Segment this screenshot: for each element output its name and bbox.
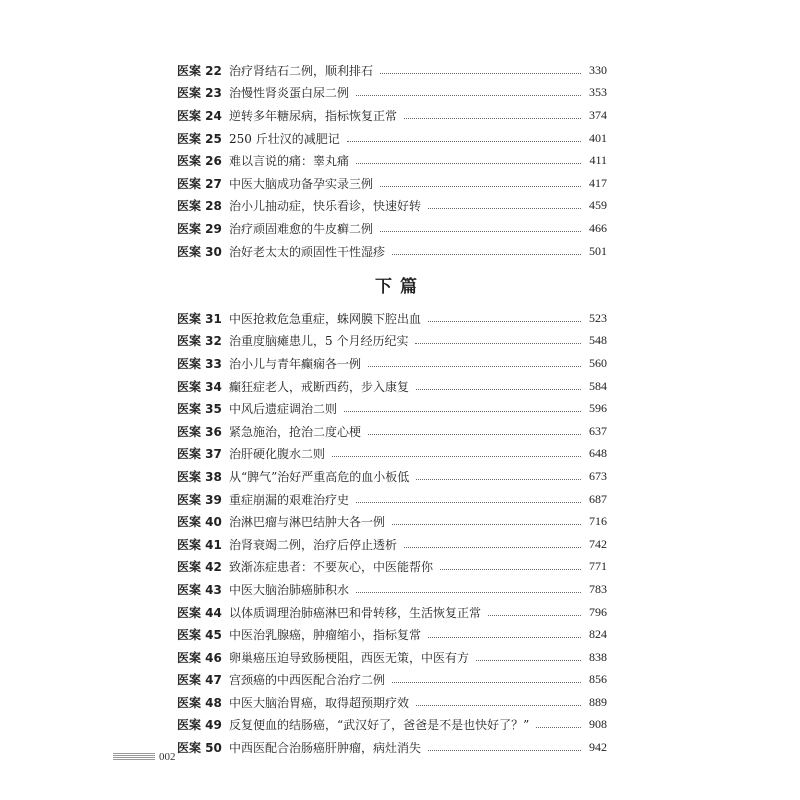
case-label: 医案 49 xyxy=(177,718,222,733)
entry-page: 908 xyxy=(589,717,607,732)
entry-title: 卵巢癌压迫导致肠梗阻，西医无策，中医有方 xyxy=(229,650,470,665)
dot-leader xyxy=(415,343,581,344)
entry-page: 353 xyxy=(589,85,607,100)
case-label: 医案 29 xyxy=(177,221,222,236)
page-footer xyxy=(113,751,176,763)
toc-entry[interactable] xyxy=(177,691,607,714)
dot-leader xyxy=(344,411,581,412)
entry-title: 治淋巴瘤与淋巴结肿大各一例 xyxy=(229,515,386,530)
entry-page: 889 xyxy=(589,694,607,709)
entry-title: 逆转多年糖尿病，指标恢复正常 xyxy=(229,108,398,123)
entry-page: 783 xyxy=(589,581,607,596)
toc-upper-list xyxy=(177,59,607,262)
entry-page: 942 xyxy=(589,740,607,755)
entry-title: 中西医配合治肠癌肝肿瘤，病灶消失 xyxy=(229,741,422,756)
toc-entry[interactable] xyxy=(177,465,607,488)
entry-page: 648 xyxy=(589,446,607,461)
case-label: 医案 41 xyxy=(177,537,222,552)
case-label: 医案 44 xyxy=(177,605,222,620)
toc-entry[interactable] xyxy=(177,217,607,240)
toc-entry[interactable] xyxy=(177,307,607,330)
entry-page: 584 xyxy=(589,378,607,393)
case-label: 医案 26 xyxy=(177,154,222,169)
dot-leader xyxy=(476,660,581,661)
case-label: 医案 35 xyxy=(177,402,222,417)
dot-leader xyxy=(416,389,581,390)
case-label: 医案 47 xyxy=(177,673,222,688)
case-label: 医案 36 xyxy=(177,424,222,439)
toc-entry[interactable] xyxy=(177,533,607,556)
entry-page: 459 xyxy=(589,198,607,213)
entry-title: 250 斤壮汉的减肥记 xyxy=(229,131,340,146)
entry-page: 856 xyxy=(589,672,607,687)
dot-leader xyxy=(380,186,581,187)
entry-page: 637 xyxy=(589,423,607,438)
case-label: 医案 42 xyxy=(177,560,222,575)
entry-page: 796 xyxy=(589,604,607,619)
dot-leader xyxy=(416,705,581,706)
dot-leader xyxy=(392,524,581,525)
entry-page: 374 xyxy=(589,107,607,122)
dot-leader xyxy=(404,547,581,548)
dot-leader xyxy=(392,254,581,255)
dot-leader xyxy=(356,163,581,164)
case-label: 医案 25 xyxy=(177,131,222,146)
entry-title: 治小儿抽动症，快乐看诊，快速好转 xyxy=(229,199,422,214)
dot-leader xyxy=(416,479,581,480)
entry-page: 466 xyxy=(589,220,607,235)
entry-title: 从“脾气”治好严重高危的血小板低 xyxy=(229,469,410,484)
toc-lower-list xyxy=(177,307,607,759)
case-label: 医案 48 xyxy=(177,695,222,710)
entry-title: 治疗顽固难愈的牛皮癣二例 xyxy=(229,221,374,236)
entry-title: 中医大脑治胃癌，取得超预期疗效 xyxy=(229,695,410,710)
dot-leader xyxy=(392,682,581,683)
entry-title: 治好老太太的顽固性干性湿疹 xyxy=(229,244,386,259)
toc-entry[interactable] xyxy=(177,172,607,195)
entry-title: 中医大脑治肺癌肺积水 xyxy=(229,582,350,597)
dot-leader xyxy=(380,73,581,74)
dot-leader xyxy=(356,95,581,96)
case-label: 医案 37 xyxy=(177,447,222,462)
toc-entry[interactable] xyxy=(177,578,607,601)
dot-leader xyxy=(428,208,581,209)
entry-title: 治小儿与青年癫痫各一例 xyxy=(229,356,362,371)
case-label: 医案 30 xyxy=(177,244,222,259)
entry-page: 771 xyxy=(589,559,607,574)
entry-title: 反复便血的结肠癌，“武汉好了，爸爸是不是也快好了？” xyxy=(229,718,530,733)
case-label: 医案 46 xyxy=(177,650,222,665)
toc-entry[interactable] xyxy=(177,59,607,82)
entry-page: 824 xyxy=(589,627,607,642)
case-label: 医案 27 xyxy=(177,176,222,191)
entry-page: 548 xyxy=(589,333,607,348)
entry-title: 中医治乳腺癌，肿瘤缩小，指标复常 xyxy=(229,628,422,643)
toc-entry[interactable] xyxy=(177,397,607,420)
entry-page: 673 xyxy=(589,468,607,483)
case-label: 医案 23 xyxy=(177,86,222,101)
entry-page: 838 xyxy=(589,649,607,664)
section-heading: 下篇 xyxy=(375,277,425,297)
entry-title: 紧急施治，抢治二度心梗 xyxy=(229,424,362,439)
case-label: 医案 34 xyxy=(177,379,222,394)
dot-leader xyxy=(356,592,581,593)
toc-entry[interactable] xyxy=(177,127,607,150)
case-label: 医案 50 xyxy=(177,741,222,756)
entry-title: 癫狂症老人，戒断西药，步入康复 xyxy=(229,379,410,394)
dot-leader xyxy=(380,231,581,232)
toc-entry[interactable] xyxy=(177,240,607,263)
entry-page: 523 xyxy=(589,310,607,325)
entry-title: 致渐冻症患者：不要灰心，中医能帮你 xyxy=(229,560,434,575)
entry-title: 治肾衰竭二例，治疗后停止透析 xyxy=(229,537,398,552)
toc-entry[interactable] xyxy=(177,352,607,375)
entry-page: 596 xyxy=(589,401,607,416)
entry-page: 716 xyxy=(589,514,607,529)
toc-entry[interactable] xyxy=(177,375,607,398)
entry-title: 治疗肾结石二例，顺利排石 xyxy=(229,63,374,78)
dot-leader xyxy=(536,727,581,728)
toc-entry[interactable] xyxy=(177,714,607,737)
entry-page: 501 xyxy=(589,243,607,258)
entry-title: 以体质调理治肺癌淋巴和骨转移，生活恢复正常 xyxy=(229,605,482,620)
entry-page: 401 xyxy=(589,130,607,145)
case-label: 医案 32 xyxy=(177,334,222,349)
entry-page: 417 xyxy=(589,175,607,190)
toc-entry[interactable] xyxy=(177,556,607,579)
dot-leader xyxy=(404,118,581,119)
entry-title: 难以言说的痛：睾丸痛 xyxy=(229,154,350,169)
case-label: 医案 39 xyxy=(177,492,222,507)
toc-entry[interactable] xyxy=(177,149,607,172)
entry-title: 中风后遗症调治二则 xyxy=(229,402,338,417)
dot-leader xyxy=(347,141,581,142)
toc-entry[interactable] xyxy=(177,623,607,646)
entry-title: 重症崩漏的艰难治疗史 xyxy=(229,492,350,507)
toc-entry[interactable] xyxy=(177,443,607,466)
entry-title: 治肝硬化腹水二则 xyxy=(229,447,326,462)
toc-entry[interactable] xyxy=(177,82,607,105)
toc-entry[interactable] xyxy=(177,646,607,669)
case-label: 医案 28 xyxy=(177,199,222,214)
dot-leader xyxy=(368,366,581,367)
entry-title: 治重度脑瘫患儿，5 个月经历纪实 xyxy=(229,334,409,349)
toc-entry[interactable] xyxy=(177,420,607,443)
case-label: 医案 22 xyxy=(177,63,222,78)
dot-leader xyxy=(428,637,581,638)
entry-title: 中医抢救危急重症，蛛网膜下腔出血 xyxy=(229,311,422,326)
dot-leader xyxy=(368,434,581,435)
toc-entry[interactable] xyxy=(177,104,607,127)
toc-entry[interactable] xyxy=(177,736,607,759)
dot-leader xyxy=(332,456,581,457)
case-label: 医案 40 xyxy=(177,515,222,530)
toc-entry[interactable] xyxy=(177,510,607,533)
toc-entry[interactable] xyxy=(177,601,607,624)
toc-entry[interactable] xyxy=(177,330,607,353)
entry-page: 330 xyxy=(589,62,607,77)
dot-leader xyxy=(428,321,581,322)
footer-rule xyxy=(113,753,155,761)
dot-leader xyxy=(488,615,581,616)
toc-entry[interactable] xyxy=(177,195,607,218)
dot-leader xyxy=(356,502,581,503)
case-label: 医案 45 xyxy=(177,628,222,643)
dot-leader xyxy=(428,750,581,751)
entry-page: 411 xyxy=(589,153,607,168)
case-label: 医案 33 xyxy=(177,356,222,371)
entry-page: 560 xyxy=(589,355,607,370)
entry-title: 治慢性肾炎蛋白尿二例 xyxy=(229,86,350,101)
case-label: 医案 31 xyxy=(177,311,222,326)
entry-page: 742 xyxy=(589,536,607,551)
case-label: 医案 38 xyxy=(177,469,222,484)
entry-title: 宫颈癌的中西医配合治疗二例 xyxy=(229,673,386,688)
toc-entry[interactable] xyxy=(177,488,607,511)
case-label: 医案 24 xyxy=(177,108,222,123)
dot-leader xyxy=(440,569,581,570)
page-number: 002 xyxy=(159,751,176,763)
case-label: 医案 43 xyxy=(177,582,222,597)
entry-page: 687 xyxy=(589,491,607,506)
toc-entry[interactable] xyxy=(177,669,607,692)
entry-title: 中医大脑成功备孕实录三例 xyxy=(229,176,374,191)
